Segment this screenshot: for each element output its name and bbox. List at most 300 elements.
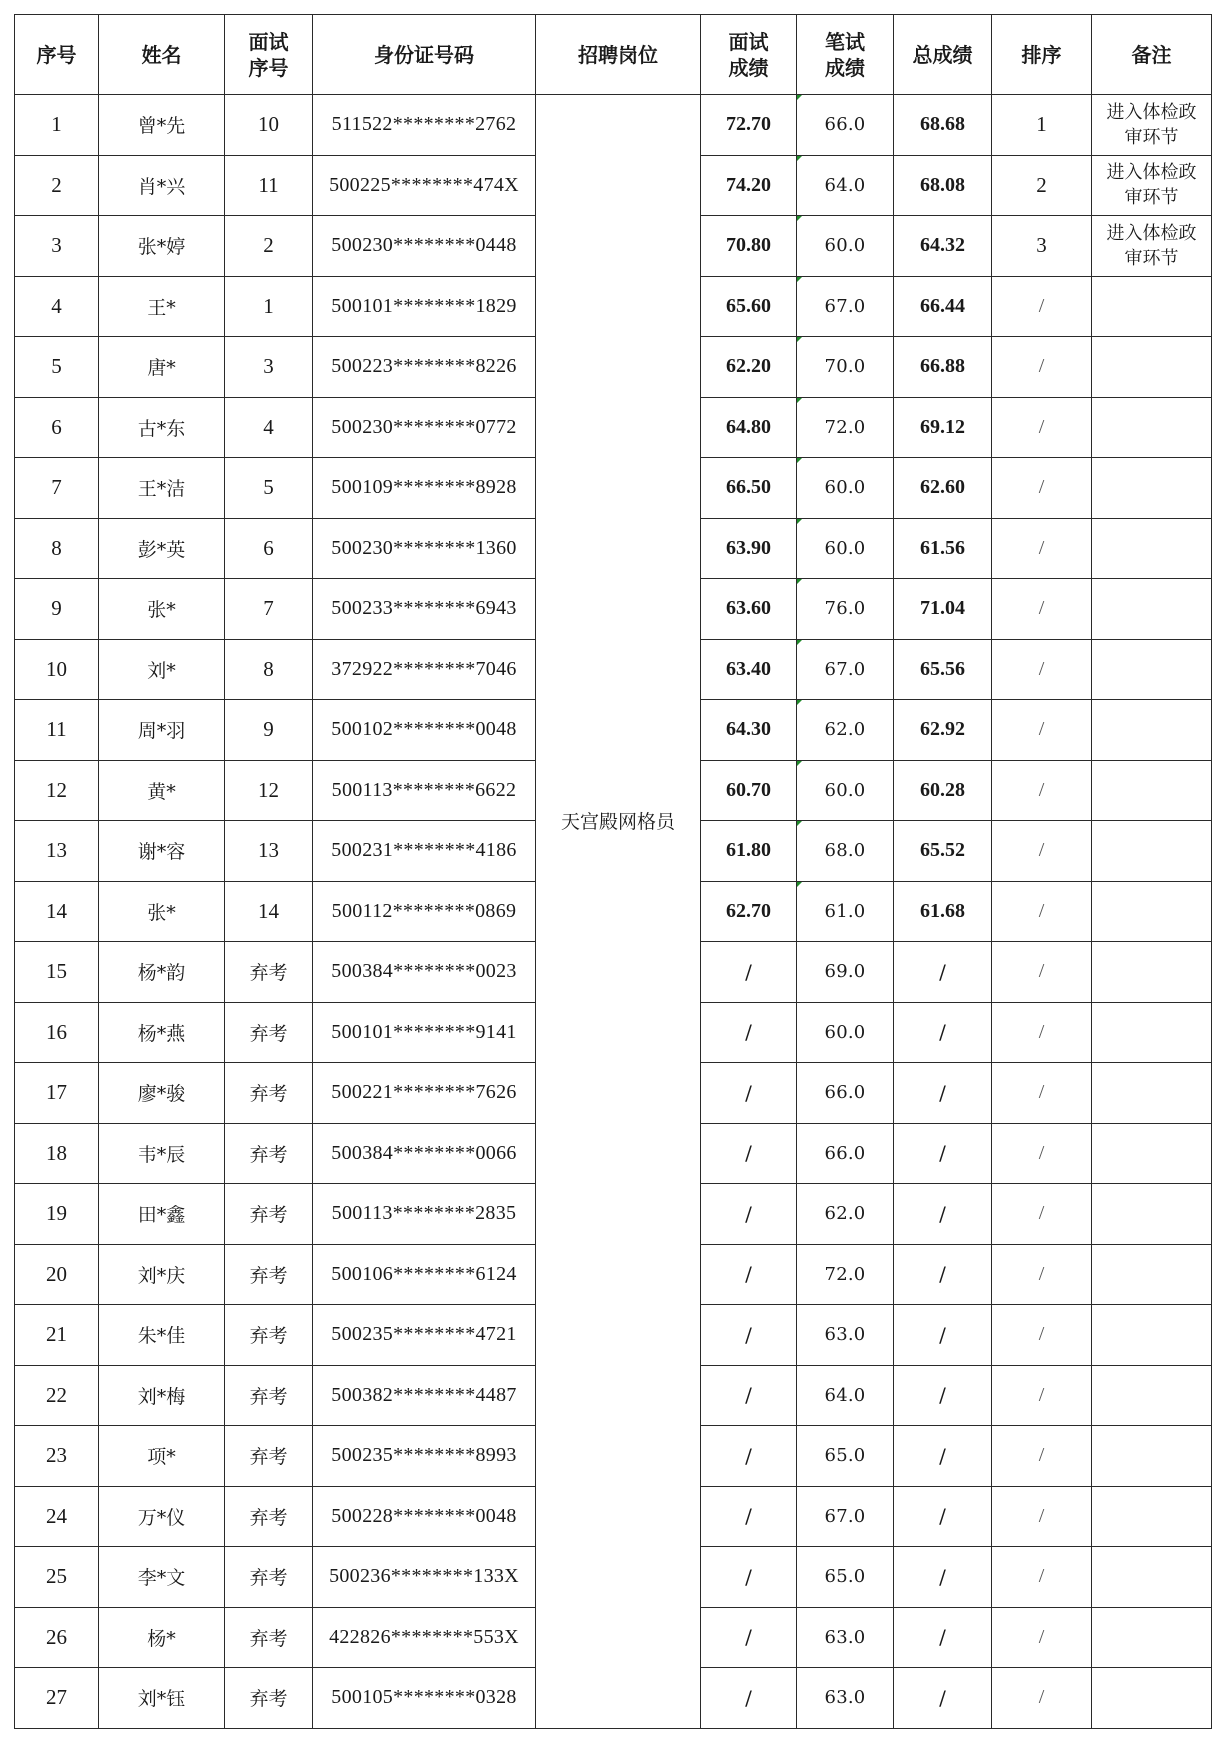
seq-cell-text: 12	[46, 777, 67, 802]
interview-no-cell-text: 6	[263, 535, 274, 560]
interview-score-cell	[701, 458, 797, 519]
interview-score-cell	[701, 155, 797, 216]
interview-no-cell-text: 11	[258, 172, 279, 197]
name-cell	[99, 1365, 225, 1426]
interview-score-cell-text: 64.80	[726, 415, 771, 438]
rank-cell-text: /	[1038, 415, 1045, 438]
interview-score-cell-text: 62.20	[726, 355, 771, 378]
name-cell-text: 王*	[147, 296, 176, 319]
name-cell	[99, 639, 225, 700]
rank-cell-text: /	[1038, 1020, 1045, 1043]
seq-cell-text: 10	[46, 656, 67, 681]
name-cell-text: 古*东	[137, 417, 186, 440]
remark-cell	[1092, 1063, 1212, 1124]
interview-score-cell	[701, 1244, 797, 1305]
interview-score-cell	[701, 216, 797, 277]
interview-score-cell-text: /	[745, 1383, 752, 1408]
id-number-cell-text: 500230********0772	[331, 415, 517, 438]
rank-cell-text: /	[1038, 1383, 1045, 1406]
id-number-cell-text: 500235********4721	[331, 1323, 517, 1346]
seq-cell-text: 16	[46, 1019, 67, 1044]
id-number-cell-text: 500106********6124	[331, 1262, 517, 1285]
seq-cell-text: 17	[46, 1080, 67, 1105]
written-score-cell	[797, 458, 894, 519]
seq-cell-text: 4	[51, 293, 62, 318]
written-score-cell	[797, 518, 894, 579]
name-cell	[99, 1305, 225, 1366]
interview-score-cell-text: /	[745, 1201, 752, 1226]
name-cell	[99, 458, 225, 519]
cell-marker-icon	[797, 337, 802, 342]
id-number-cell	[313, 95, 536, 156]
rank-cell	[992, 216, 1092, 277]
seq-cell	[15, 1305, 99, 1366]
seq-cell	[15, 1123, 99, 1184]
rank-cell-text: /	[1038, 536, 1045, 559]
total-score-cell	[894, 881, 992, 942]
total-score-cell	[894, 1426, 992, 1487]
total-score-cell-text: 68.68	[920, 113, 965, 136]
total-score-cell-text: 62.60	[920, 476, 965, 499]
cell-marker-icon	[797, 761, 802, 766]
rank-cell-text: /	[1038, 899, 1045, 922]
written-score-cell	[797, 1365, 894, 1426]
name-cell-text: 肖*兴	[137, 175, 186, 198]
name-cell	[99, 1426, 225, 1487]
id-number-cell-text: 500109********8928	[331, 476, 517, 499]
interview-score-cell-text: /	[745, 1020, 752, 1045]
rank-cell-text: 1	[1036, 112, 1047, 137]
interview-score-cell	[701, 579, 797, 640]
written-score-cell	[797, 155, 894, 216]
written-score-cell-text: 64.0	[824, 1384, 866, 1406]
total-score-cell	[894, 1063, 992, 1124]
total-score-cell	[894, 216, 992, 277]
interview-no-cell-text: 弃考	[249, 1264, 288, 1287]
name-cell	[99, 337, 225, 398]
remark-cell	[1092, 1486, 1212, 1547]
id-number-cell	[313, 942, 536, 1003]
remark-cell	[1092, 337, 1212, 398]
total-score-cell	[894, 1486, 992, 1547]
written-score-cell-text: 76.0	[824, 598, 866, 620]
interview-no-cell-text: 弃考	[249, 1083, 288, 1106]
written-score-cell-text: 60.0	[824, 537, 866, 559]
interview-no-cell-text: 弃考	[249, 1022, 288, 1045]
name-cell-text: 刘*梅	[137, 1385, 186, 1408]
id-number-cell	[313, 1123, 536, 1184]
remark-cell	[1092, 397, 1212, 458]
total-score-cell	[894, 276, 992, 337]
interview-score-cell	[701, 1305, 797, 1366]
header-interview-no-line1: 面试	[248, 29, 289, 54]
interview-no-cell	[225, 518, 313, 579]
name-cell-text: 黄*	[147, 780, 176, 803]
written-score-cell	[797, 1426, 894, 1487]
interview-no-cell	[225, 760, 313, 821]
written-score-cell	[797, 700, 894, 761]
name-cell-text: 张*	[147, 599, 176, 622]
interview-no-cell-text: 10	[258, 112, 279, 137]
written-score-cell	[797, 1123, 894, 1184]
name-cell	[99, 1063, 225, 1124]
id-number-cell	[313, 276, 536, 337]
seq-cell-text: 15	[46, 959, 67, 984]
interview-no-cell	[225, 1244, 313, 1305]
seq-cell-text: 13	[46, 838, 67, 863]
interview-no-cell	[225, 639, 313, 700]
rank-cell-text: /	[1038, 294, 1045, 317]
total-score-cell	[894, 458, 992, 519]
total-score-cell-text: /	[939, 1625, 946, 1650]
rank-cell	[992, 760, 1092, 821]
total-score-cell	[894, 1184, 992, 1245]
rank-cell-text: /	[1038, 1686, 1045, 1709]
header-written-score-line2: 成绩	[825, 55, 865, 80]
written-score-cell-text: 64.0	[824, 174, 866, 196]
total-score-cell-text: /	[939, 959, 946, 984]
id-number-cell	[313, 1547, 536, 1608]
name-cell-text: 廖*骏	[137, 1083, 186, 1106]
interview-score-cell	[701, 1668, 797, 1729]
interview-no-cell-text: 2	[263, 233, 274, 258]
cell-marker-icon	[797, 216, 802, 221]
id-number-cell-text: 500105********0328	[331, 1686, 517, 1709]
interview-score-cell-text: /	[745, 1080, 752, 1105]
id-number-cell	[313, 1486, 536, 1547]
total-score-cell-text: 60.28	[920, 778, 965, 801]
interview-score-cell-text: 63.90	[726, 536, 771, 559]
written-score-cell	[797, 1184, 894, 1245]
interview-no-cell-text: 弃考	[249, 962, 288, 985]
remark-cell	[1092, 276, 1212, 337]
remark-cell	[1092, 1305, 1212, 1366]
interview-score-cell	[701, 95, 797, 156]
total-score-cell	[894, 760, 992, 821]
id-number-cell-text: 422826********553X	[329, 1625, 519, 1648]
id-number-cell-text: 500235********8993	[331, 1444, 517, 1467]
interview-score-cell-text: 63.40	[726, 657, 771, 680]
remark-cell	[1092, 1123, 1212, 1184]
interview-no-cell	[225, 1668, 313, 1729]
name-cell-text: 刘*	[147, 659, 176, 682]
rank-cell	[992, 1607, 1092, 1668]
id-number-cell-text: 500236********133X	[329, 1565, 519, 1588]
rank-cell-text: /	[1038, 778, 1045, 801]
interview-score-cell-text: /	[745, 1685, 752, 1710]
cell-marker-icon	[797, 882, 802, 887]
written-score-cell	[797, 1305, 894, 1366]
total-score-cell-text: /	[939, 1141, 946, 1166]
interview-score-cell	[701, 397, 797, 458]
remark-cell	[1092, 639, 1212, 700]
name-cell-text: 彭*英	[137, 538, 186, 561]
written-score-cell-text: 67.0	[824, 658, 866, 680]
interview-score-cell	[701, 760, 797, 821]
written-score-cell-text: 66.0	[824, 114, 866, 136]
written-score-cell-text: 66.0	[824, 1082, 866, 1104]
remark-cell	[1092, 1547, 1212, 1608]
header-rank: 排序	[992, 15, 1092, 95]
post-label: 天宫殿网格员	[560, 810, 675, 833]
seq-cell	[15, 1486, 99, 1547]
interview-no-cell-text: 3	[263, 354, 274, 379]
header-seq: 序号	[15, 15, 99, 95]
seq-cell-text: 14	[46, 898, 67, 923]
written-score-cell	[797, 1607, 894, 1668]
interview-score-cell-text: /	[745, 1564, 752, 1589]
rank-cell-text: /	[1038, 1323, 1045, 1346]
interview-score-cell-text: /	[745, 1141, 752, 1166]
rank-cell-text: /	[1038, 355, 1045, 378]
id-number-cell-text: 500101********1829	[331, 294, 517, 317]
id-number-cell	[313, 458, 536, 519]
remark-cell	[1092, 1002, 1212, 1063]
rank-cell-text: /	[1038, 1625, 1045, 1648]
interview-no-cell-text: 14	[258, 898, 279, 923]
interview-no-cell-text: 4	[263, 414, 274, 439]
interview-score-cell-text: /	[745, 1322, 752, 1347]
interview-score-cell-text: 72.70	[726, 113, 771, 136]
interview-no-cell-text: 1	[263, 293, 274, 318]
rank-cell	[992, 1365, 1092, 1426]
interview-no-cell-text: 12	[258, 777, 279, 802]
interview-no-cell	[225, 942, 313, 1003]
name-cell	[99, 397, 225, 458]
interview-score-cell-text: 64.30	[726, 718, 771, 741]
interview-no-cell-text: 弃考	[249, 1688, 288, 1711]
rank-cell	[992, 1002, 1092, 1063]
seq-cell	[15, 95, 99, 156]
remark-cell	[1092, 881, 1212, 942]
id-number-cell-text: 500384********0023	[331, 960, 517, 983]
rank-cell-text: /	[1038, 960, 1045, 983]
rank-cell	[992, 881, 1092, 942]
name-cell	[99, 1486, 225, 1547]
name-cell-text: 韦*辰	[137, 1143, 186, 1166]
name-cell-text: 谢*容	[137, 841, 186, 864]
header-id-number: 身份证号码	[313, 15, 536, 95]
rank-cell-text: /	[1038, 597, 1045, 620]
name-cell-text: 张*	[147, 901, 176, 924]
seq-cell-text: 20	[46, 1261, 67, 1286]
interview-no-cell-text: 弃考	[249, 1627, 288, 1650]
header-interview-no	[225, 15, 313, 95]
written-score-cell-text: 65.0	[824, 1566, 866, 1588]
name-cell	[99, 579, 225, 640]
interview-no-cell-text: 7	[263, 596, 274, 621]
rank-cell-text: /	[1038, 1081, 1045, 1104]
header-written-score	[797, 15, 894, 95]
name-cell-text: 刘*钰	[137, 1688, 186, 1711]
total-score-cell-text: /	[939, 1201, 946, 1226]
interview-no-cell-text: 9	[263, 717, 274, 742]
rank-cell-text: /	[1038, 1565, 1045, 1588]
interview-score-cell	[701, 1426, 797, 1487]
interview-no-cell-text: 弃考	[249, 1506, 288, 1529]
rank-cell	[992, 1668, 1092, 1729]
interview-score-cell-text: 74.20	[726, 173, 771, 196]
interview-score-cell	[701, 1607, 797, 1668]
interview-score-cell	[701, 518, 797, 579]
cell-marker-icon	[797, 700, 802, 705]
interview-no-cell-text: 5	[263, 475, 274, 500]
rank-cell	[992, 821, 1092, 882]
written-score-cell-text: 60.0	[824, 477, 866, 499]
cell-marker-icon	[797, 579, 802, 584]
total-score-cell	[894, 821, 992, 882]
name-cell-text: 张*婷	[137, 236, 186, 259]
table-row	[15, 95, 1212, 156]
interview-no-cell	[225, 155, 313, 216]
interview-score-cell	[701, 337, 797, 398]
rank-cell	[992, 1063, 1092, 1124]
written-score-cell-text: 72.0	[824, 416, 866, 438]
total-score-cell-text: 61.68	[920, 899, 965, 922]
total-score-cell	[894, 95, 992, 156]
remark-cell	[1092, 579, 1212, 640]
written-score-cell-text: 68.0	[824, 840, 866, 862]
total-score-cell-text: 68.08	[920, 173, 965, 196]
header-total-score: 总成绩	[894, 15, 992, 95]
cell-marker-icon	[797, 398, 802, 403]
name-cell-text: 唐*	[147, 357, 176, 380]
rank-cell	[992, 700, 1092, 761]
id-number-cell-text: 372922********7046	[331, 657, 517, 680]
rank-cell-text: /	[1038, 1262, 1045, 1285]
id-number-cell	[313, 1002, 536, 1063]
written-score-cell-text: 69.0	[824, 961, 866, 983]
remark-cell	[1092, 1244, 1212, 1305]
cell-marker-icon	[797, 519, 802, 524]
remark-cell	[1092, 518, 1212, 579]
interview-no-cell	[225, 1607, 313, 1668]
interview-no-cell	[225, 1547, 313, 1608]
interview-score-cell-text: 62.70	[726, 899, 771, 922]
interview-no-cell	[225, 95, 313, 156]
rank-cell	[992, 1547, 1092, 1608]
rank-cell-text: /	[1038, 657, 1045, 680]
seq-cell	[15, 942, 99, 1003]
written-score-cell-text: 63.0	[824, 1687, 866, 1709]
id-number-cell-text: 500101********9141	[331, 1020, 517, 1043]
id-number-cell-text: 500113********6622	[331, 778, 517, 801]
id-number-cell	[313, 821, 536, 882]
total-score-cell-text: /	[939, 1322, 946, 1347]
seq-cell-text: 18	[46, 1140, 67, 1165]
name-cell-text: 刘*庆	[137, 1264, 186, 1287]
written-score-cell-text: 72.0	[824, 1263, 866, 1285]
written-score-cell-text: 62.0	[824, 719, 866, 741]
total-score-cell-text: /	[939, 1564, 946, 1589]
total-score-cell	[894, 397, 992, 458]
interview-score-cell-text: 66.50	[726, 476, 771, 499]
id-number-cell	[313, 881, 536, 942]
seq-cell-text: 1	[51, 112, 62, 137]
written-score-cell-text: 67.0	[824, 1505, 866, 1527]
seq-cell	[15, 1002, 99, 1063]
rank-cell-text: /	[1038, 718, 1045, 741]
interview-score-cell	[701, 1063, 797, 1124]
interview-no-cell-text: 弃考	[249, 1143, 288, 1166]
cell-marker-icon	[797, 458, 802, 463]
id-number-cell	[313, 1305, 536, 1366]
remark-cell	[1092, 942, 1212, 1003]
id-number-cell	[313, 1184, 536, 1245]
interview-no-cell	[225, 276, 313, 337]
name-cell	[99, 1123, 225, 1184]
post-cell	[536, 95, 701, 1729]
remark-cell	[1092, 1365, 1212, 1426]
id-number-cell-text: 500382********4487	[331, 1383, 517, 1406]
total-score-cell-text: 65.52	[920, 839, 965, 862]
total-score-cell-text: /	[939, 1020, 946, 1045]
remark-cell	[1092, 216, 1212, 277]
total-score-cell-text: 64.32	[920, 234, 965, 257]
name-cell	[99, 1244, 225, 1305]
name-cell-text: 周*羽	[137, 720, 186, 743]
written-score-cell-text: 62.0	[824, 1203, 866, 1225]
seq-cell-text: 22	[46, 1382, 67, 1407]
seq-cell	[15, 1668, 99, 1729]
rank-cell-text: /	[1038, 839, 1045, 862]
seq-cell	[15, 579, 99, 640]
interview-no-cell-text: 弃考	[249, 1325, 288, 1348]
seq-cell-text: 3	[51, 233, 62, 258]
remark-cell	[1092, 1184, 1212, 1245]
total-score-cell	[894, 700, 992, 761]
name-cell	[99, 760, 225, 821]
written-score-cell-text: 63.0	[824, 1324, 866, 1346]
rank-cell	[992, 1184, 1092, 1245]
total-score-cell	[894, 1607, 992, 1668]
id-number-cell	[313, 518, 536, 579]
interview-no-cell	[225, 1002, 313, 1063]
total-score-cell-text: 61.56	[920, 536, 965, 559]
interview-no-cell	[225, 458, 313, 519]
header-name: 姓名	[99, 15, 225, 95]
header-written-score-line1: 笔试	[825, 29, 865, 54]
rank-cell	[992, 1486, 1092, 1547]
name-cell	[99, 276, 225, 337]
total-score-cell	[894, 942, 992, 1003]
name-cell	[99, 700, 225, 761]
rank-cell	[992, 155, 1092, 216]
cell-marker-icon	[797, 156, 802, 161]
rank-cell	[992, 518, 1092, 579]
id-number-cell	[313, 579, 536, 640]
rank-cell	[992, 276, 1092, 337]
seq-cell	[15, 397, 99, 458]
written-score-cell	[797, 1244, 894, 1305]
interview-score-cell	[701, 1184, 797, 1245]
seq-cell	[15, 639, 99, 700]
seq-cell	[15, 821, 99, 882]
interview-no-cell-text: 弃考	[249, 1204, 288, 1227]
rank-cell	[992, 397, 1092, 458]
interview-score-cell	[701, 1365, 797, 1426]
remark-cell-text: 进入体检政 审环节	[1106, 222, 1197, 269]
interview-score-cell-text: /	[745, 959, 752, 984]
interview-no-cell	[225, 700, 313, 761]
total-score-cell-text: /	[939, 1383, 946, 1408]
total-score-cell-text: 69.12	[920, 415, 965, 438]
interview-score-cell-text: /	[745, 1504, 752, 1529]
name-cell-text: 杨*	[147, 1627, 176, 1650]
rank-cell-text: /	[1038, 1444, 1045, 1467]
seq-cell-text: 24	[46, 1503, 67, 1528]
id-number-cell-text: 500221********7626	[331, 1081, 517, 1104]
